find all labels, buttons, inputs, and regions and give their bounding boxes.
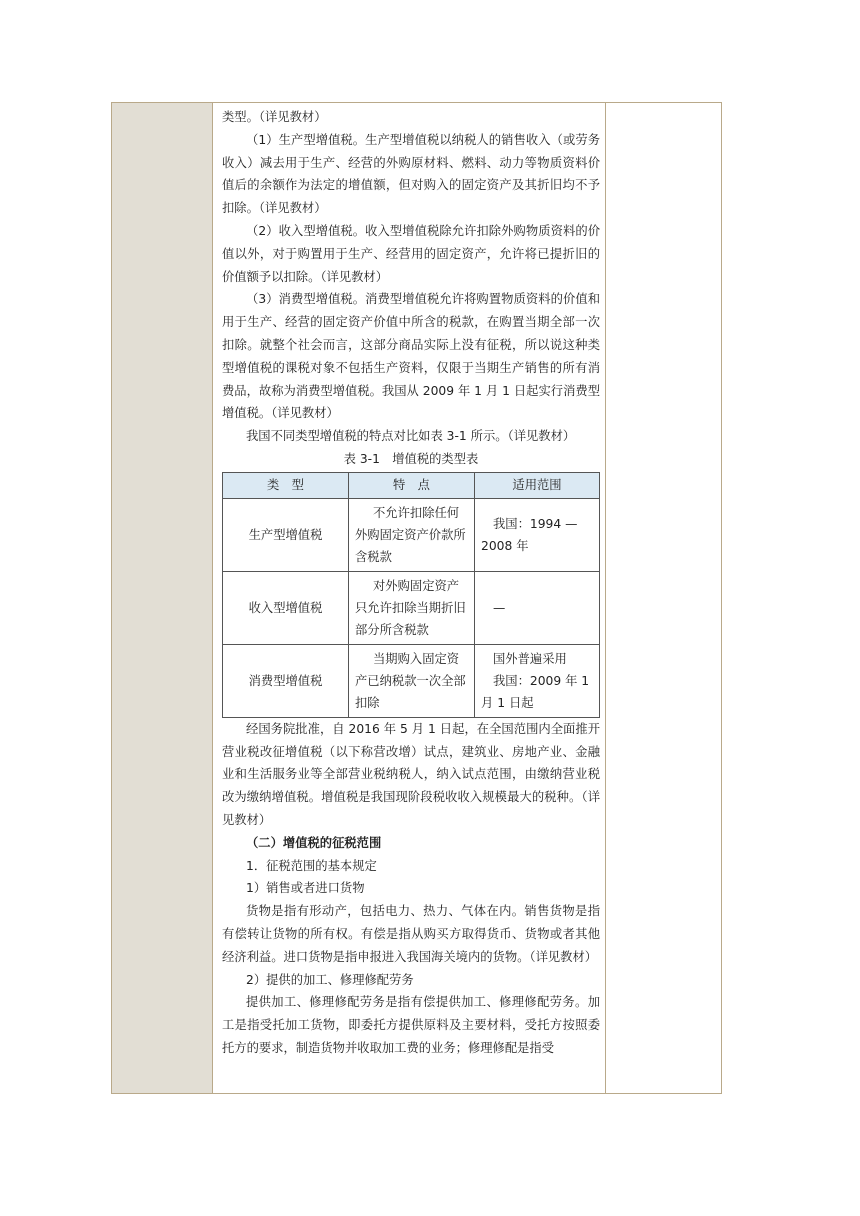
type-cell: 消费型增值税 [223,644,349,717]
paragraph: 提供加工、修理修配劳务是指有偿提供加工、修理修配劳务。加工是指受托加工货物，即委托方提供原料及主要材料，受托方按照委托方的要求，制造货物并收取加工费的业务；修理修配是指受 [222,995,600,1055]
type-cell: 收入型增值税 [223,571,349,644]
feature-cell: 不允许扣除任何外购固定资产价款所含税款 [349,498,475,571]
paragraph: （3）消费型增值税。消费型增值税允许将购置物质资料的价值和用于生产、经营的固定资产价值中所含的税款，在购置当期全部一次扣除。就整个社会而言，这部分商品实际上没有征税，所以说这种类型增值税的课税对象不包括生产资料，仅限于当期生产销售的所有消费品，故称为消费型增值税。我国从 2009 年 1 月 1 日起实行消费型增值税。（详见教材） [222,292,600,421]
paragraph: （1）生产型增值税。生产型增值税以纳税人的销售收入（或劳务收入）减去用于生产、经营的外购原材料、燃料、动力等物质资料价值后的余额作为法定的增值额，但对购入的固定资产及其折旧均不予扣除。（详见教材） [222,132,600,216]
right-column [605,103,721,1093]
range-text: 我国：1994 —2008 年 [481,516,578,553]
table-caption: 表 3-1 增值税的类型表 [343,451,479,466]
section-heading: （二）增值税的征税范围 [246,835,382,850]
feature-cell: 当期购入固定资产已纳税款一次全部扣除 [349,644,475,717]
table-row [223,498,600,571]
range-cell [475,498,600,571]
vat-type-table [222,472,600,718]
paragraph: （2）收入型增值税。收入型增值税除允许扣除外购物质资料的价值以外，对于购置用于生产、经营用的固定资产，允许将已提折旧的价值额予以扣除。（详见教材） [222,223,600,284]
range-text: 我国：2009 年 1 月 1 日起 [481,673,590,710]
subheading: 2）提供的加工、修理修配劳务 [246,972,414,987]
header-cell: 适用范围 [475,472,600,498]
table-header-row [223,472,600,498]
page-frame-table [111,102,722,1094]
range-text: 国外普遍采用 [493,651,567,666]
paragraph: 我国不同类型增值税的特点对比如表 3-1 所示。（详见教材） [246,429,576,444]
paragraph: 经国务院批准，自 2016 年 5 月 1 日起，在全国范围内全面推开营业税改征增值税（以下称营改增）试点，建筑业、房地产业、金融业和生活服务业等全部营业税纳税人，纳入试点范围，由缴纳营业税改为缴纳增值税。增值税是我国现阶段税收收入规模最大的税种。（详见教材） [222,721,600,827]
paragraph: 货物是指有形动产，包括电力、热力、气体在内。销售货物是指有偿转让货物的所有权。有偿是指从购买方取得货币、货物或者其他经济利益。进口货物是指申报进入我国海关境内的货物。（详见教材） [222,904,600,964]
table-row [223,571,600,644]
header-cell: 类 型 [223,472,349,498]
range-cell [475,644,600,717]
paragraph: 类型。（详见教材） [222,110,327,124]
table-row [223,644,600,717]
range-cell [475,571,600,644]
content-column [222,106,600,1060]
subheading: 1．征税范围的基本规定 [246,858,377,873]
left-column [112,103,213,1093]
type-cell: 生产型增值税 [223,498,349,571]
header-cell: 特 点 [349,472,475,498]
subheading: 1）销售或者进口货物 [246,881,365,896]
feature-cell: 对外购固定资产只允许扣除当期折旧部分所含税款 [349,571,475,644]
range-text: — [493,600,506,615]
